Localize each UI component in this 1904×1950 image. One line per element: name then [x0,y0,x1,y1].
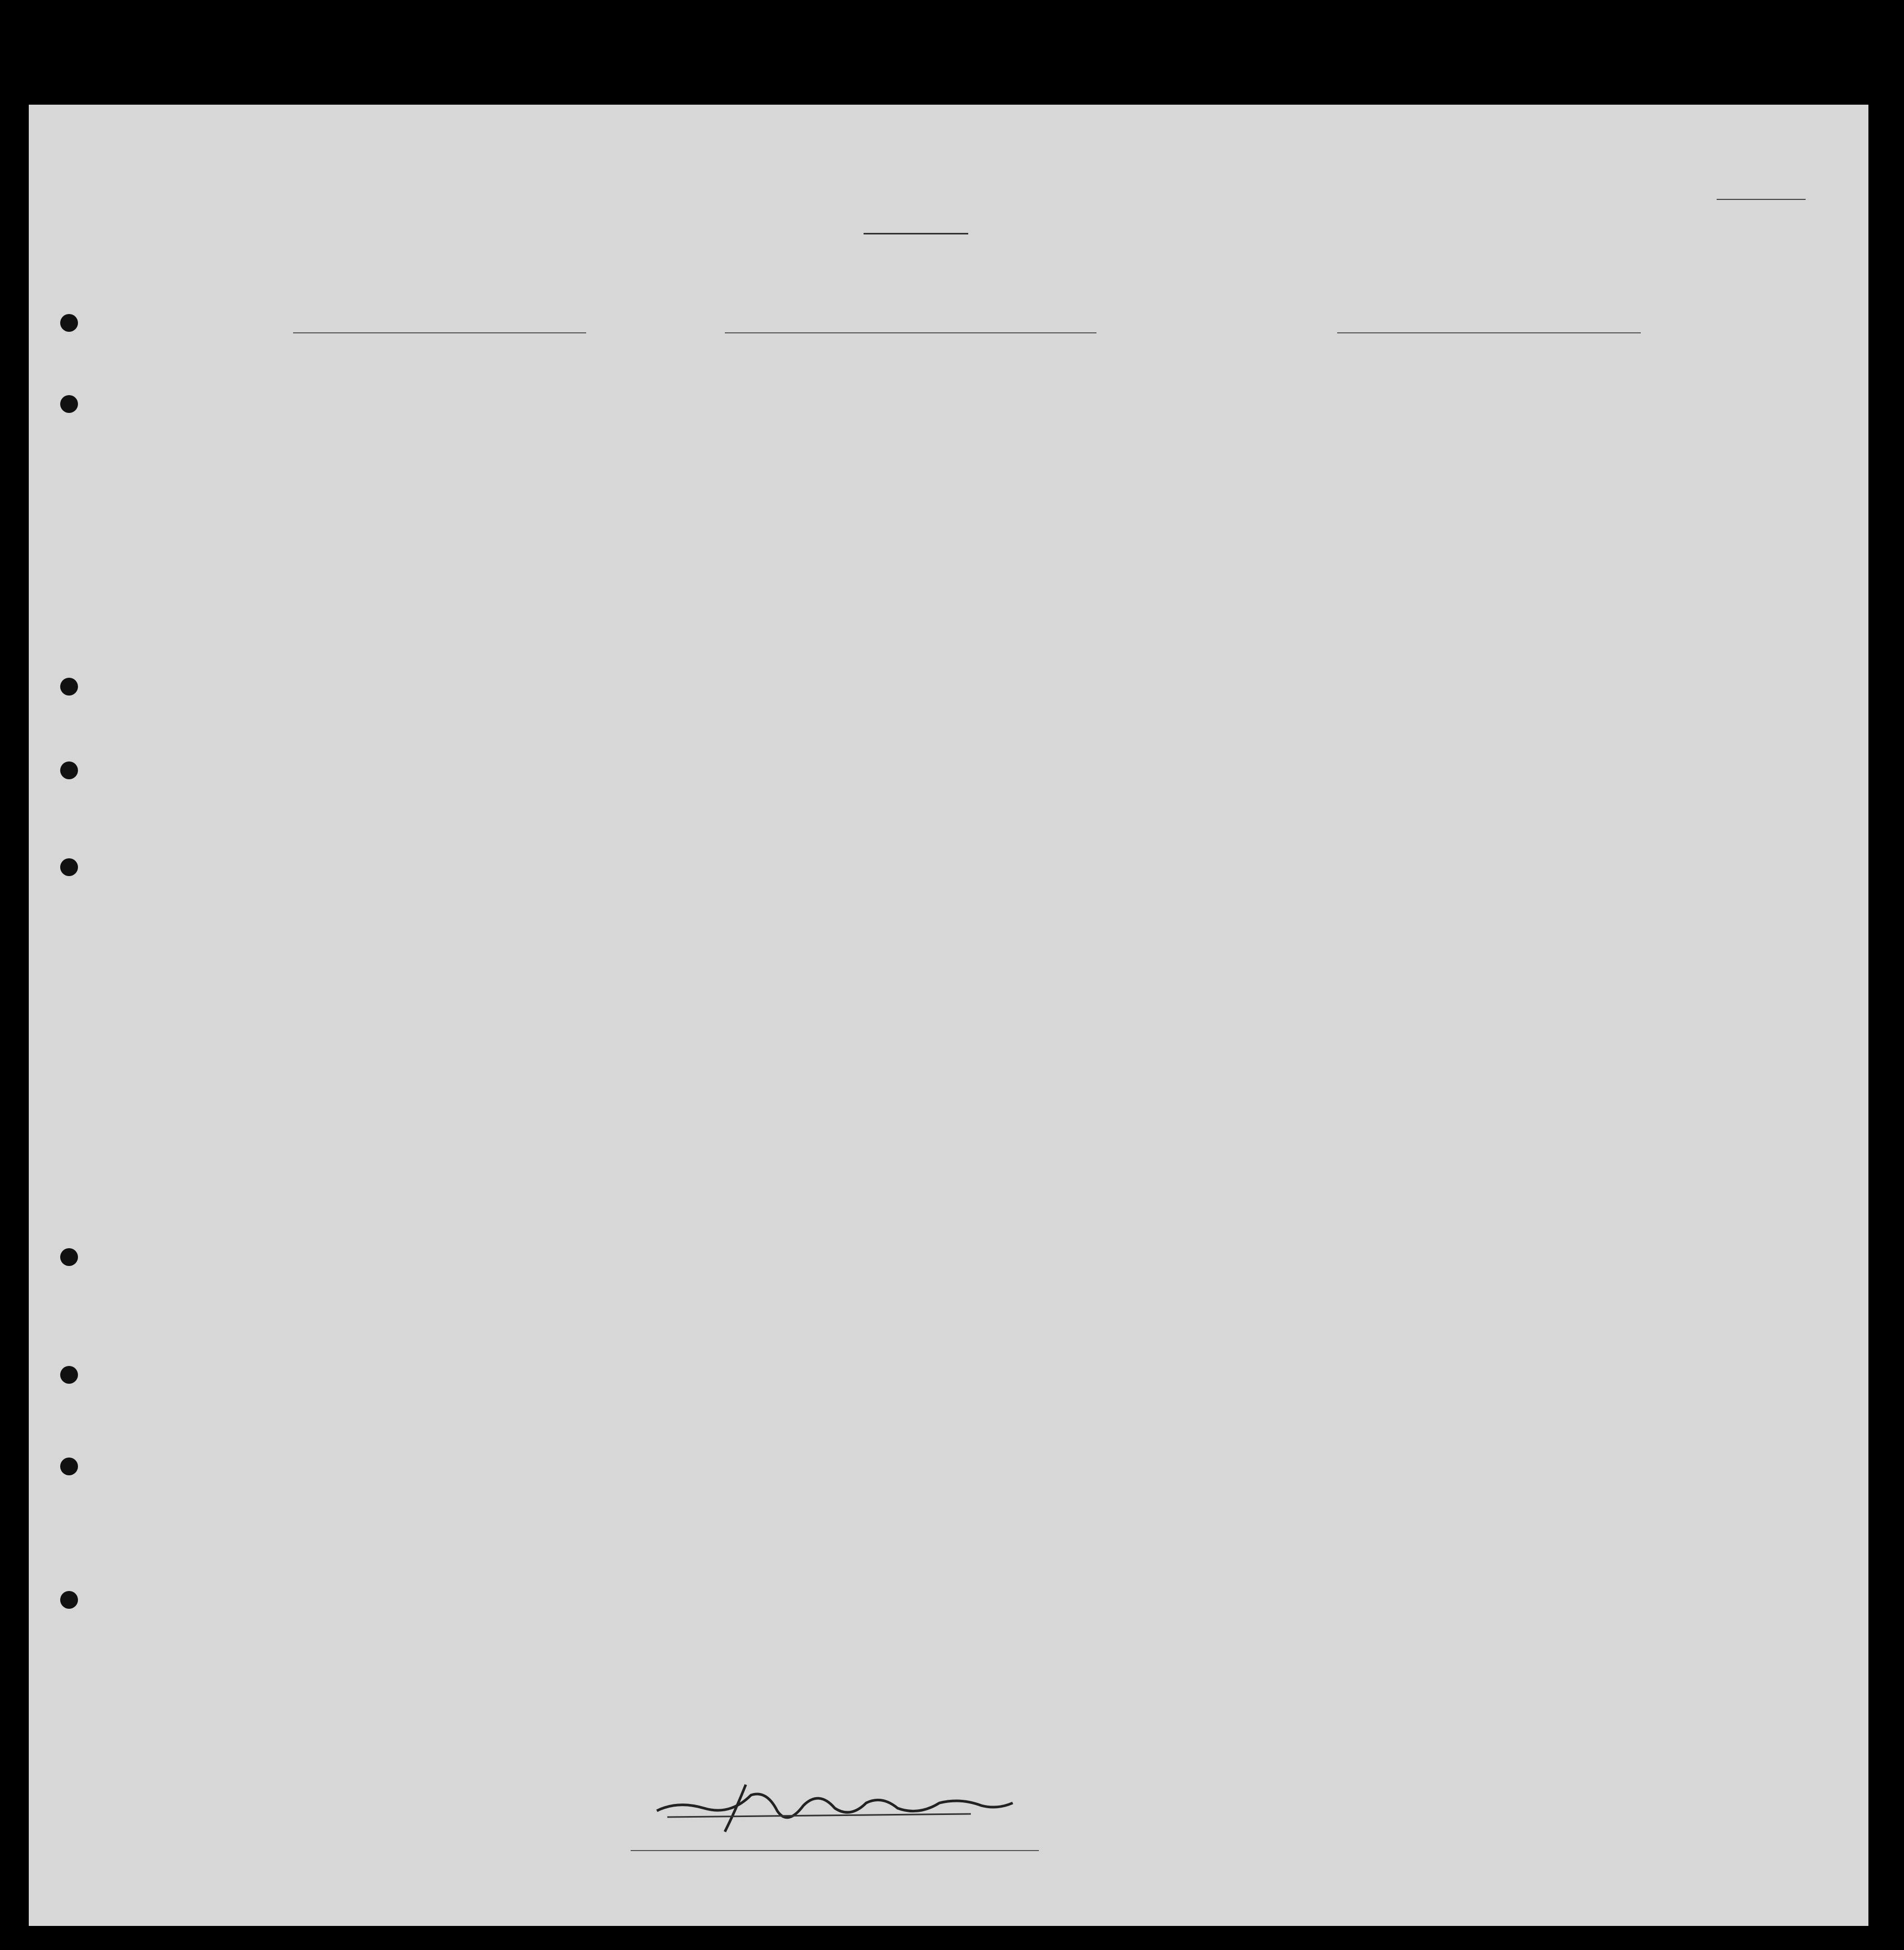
inspector-rule [631,1850,1039,1851]
punch-hole [60,761,78,779]
vessel-rule [293,332,586,333]
vessel-line [29,306,1868,338]
date-rule [903,332,1096,333]
punch-hole [60,395,78,413]
punch-hole [60,678,78,696]
punch-hole [60,314,78,332]
inspector-signature [646,1779,1023,1837]
punch-hole [60,1591,78,1609]
punch-hole [60,1458,78,1475]
manifest-sheet [29,105,1868,1926]
from-rule [1337,332,1641,333]
punch-hole [60,858,78,876]
punch-hole [60,1366,78,1384]
punch-hole [60,1248,78,1266]
port-rule [725,332,913,333]
title-rule [864,233,968,234]
sheet-no-rule [1717,199,1806,200]
